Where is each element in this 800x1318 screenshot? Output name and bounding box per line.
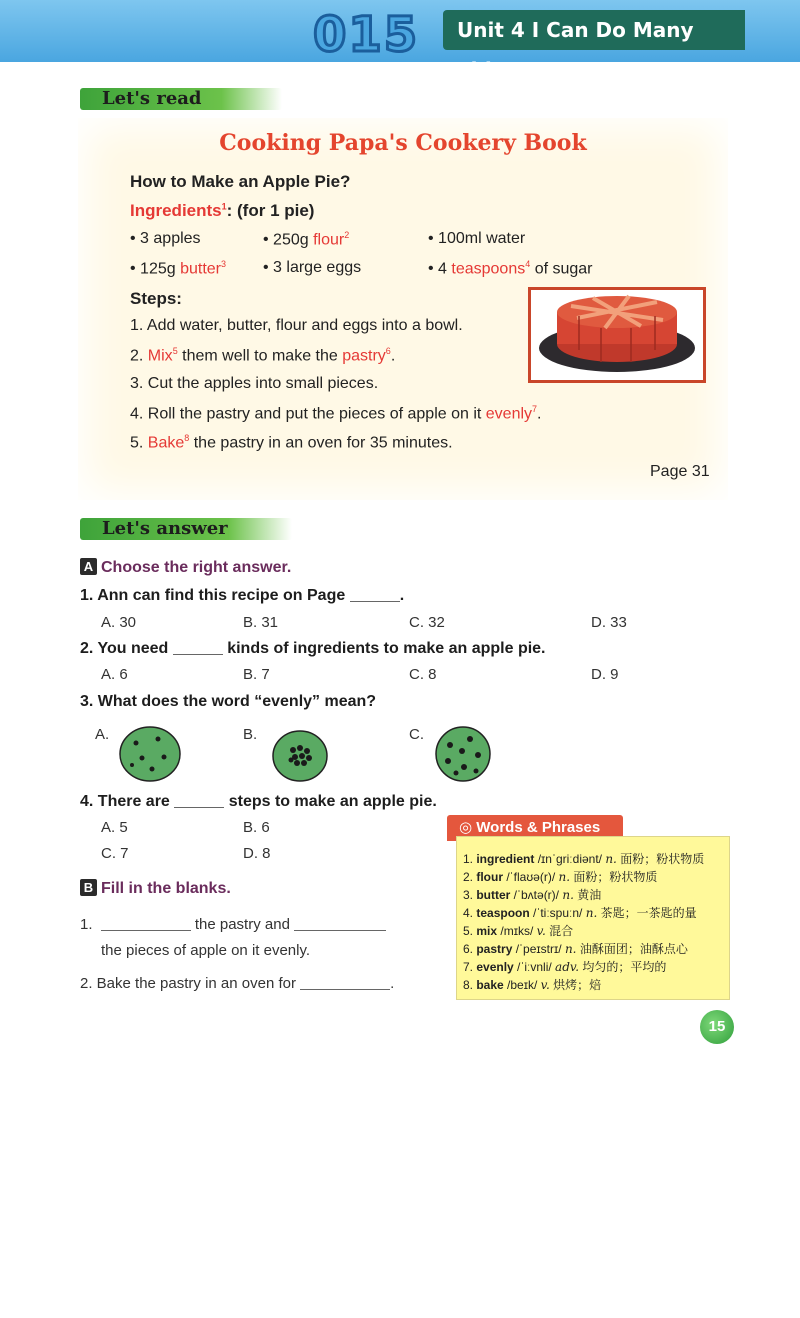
vocab-pos: n. [585, 906, 598, 920]
vocab-ipa: /mɪks/ [497, 924, 537, 938]
option-a[interactable]: A. 5 [101, 819, 128, 836]
answer-blank[interactable] [173, 654, 223, 655]
ingredients-label: Ingredients [130, 201, 222, 220]
apple-pie-picture [528, 287, 706, 383]
vocab-pos: v. [540, 978, 550, 992]
part-a-heading [80, 558, 291, 577]
option-d[interactable]: D. 9 [591, 666, 619, 683]
step-text: 2. [130, 347, 148, 365]
vocab-num: 6. [463, 942, 477, 956]
page-code: 015 [313, 7, 420, 63]
step-text: 4. Roll the pastry and put the pieces of apple on it [130, 405, 486, 423]
option-b[interactable]: B. 6 [243, 819, 270, 836]
vocab-meaning: 烘烤；焙 [549, 978, 602, 992]
footnote-3: 3 [221, 259, 227, 269]
vocab-meaning: 面粉；粉状物质 [616, 852, 705, 866]
vocab-word: teaspoon [476, 906, 530, 920]
step-3 [130, 375, 378, 393]
part-b-title: Fill in the blanks. [101, 880, 231, 897]
vocab-item [463, 958, 666, 975]
part-a-letter: A [80, 558, 97, 575]
vocab-item [463, 850, 704, 867]
vocab-word: mix [476, 924, 498, 938]
step-5 [130, 433, 453, 452]
footnote-6: 6 [385, 346, 391, 356]
fill-blank-2 [80, 975, 394, 992]
part-a-title: Choose the right answer. [101, 559, 292, 576]
vocab-pos: v. [536, 924, 546, 938]
option-a[interactable]: A. [95, 726, 110, 743]
vocab-meaning: 均匀的；平均的 [579, 960, 667, 974]
part-b-letter: B [80, 879, 97, 896]
vocab-ipa: /ˈiːvnli/ [513, 960, 556, 974]
question-3: 3. What does the word “evenly” mean? [80, 693, 377, 710]
question-text: . [399, 587, 405, 604]
option-b[interactable]: B. 31 [243, 614, 279, 631]
vocab-item [463, 868, 657, 885]
vocab-num: 8. [463, 978, 477, 992]
vocab-word: bake [476, 978, 504, 992]
vocab-pos: adv. [555, 960, 580, 974]
ingredient-key-word: flour [313, 231, 345, 249]
option-c[interactable]: C. 7 [101, 845, 129, 862]
option-d[interactable]: D. 33 [591, 614, 627, 631]
vocab-meaning: 黄油 [573, 888, 602, 902]
vocab-pos: n. [605, 852, 617, 866]
question-text: steps to make an apple pie. [224, 793, 437, 810]
fill-text: the pastry and [190, 916, 295, 933]
footnote-1: 1 [221, 201, 227, 212]
ingredient-key-word: teaspoons [451, 260, 526, 278]
option-d[interactable]: D. 8 [243, 845, 271, 862]
ingredient-text: 4 [438, 260, 452, 278]
part-b-heading [80, 879, 231, 898]
vocab-word: pastry [476, 942, 513, 956]
vocab-ipa: /ˈflaʊə(r)/ [503, 870, 559, 884]
unit-title: Unit 4 I Can Do Many Things [443, 10, 745, 50]
vocab-pos: n. [562, 888, 574, 902]
vocab-meaning: 面粉；粉状物质 [570, 870, 658, 884]
step-2 [130, 346, 395, 365]
vocab-item [463, 940, 688, 957]
ingredient-text: 3 large eggs [273, 259, 362, 276]
footnote-8: 8 [184, 433, 190, 443]
words-phrases-title: Words & Phrases [476, 819, 601, 836]
recipe-title: Cooking Papa's Cookery Book [219, 130, 587, 156]
ingredient-text: 250g [273, 231, 314, 249]
vocab-meaning: 茶匙；一茶匙的量 [597, 906, 697, 920]
recipe-question: How to Make an Apple Pie? [130, 172, 351, 191]
option-a[interactable]: A. 30 [101, 614, 137, 631]
step-text: them well to make the [177, 347, 343, 365]
option-c[interactable]: C. 32 [409, 614, 445, 631]
question-text: 2. You need [80, 640, 173, 657]
option-c[interactable]: C. 8 [409, 666, 437, 683]
vocab-num: 2. [463, 870, 477, 884]
vocab-ipa: /ˈtiːspuːn/ [529, 906, 586, 920]
fill-blank-1 [80, 916, 386, 933]
lets-read-banner: Let's read [80, 88, 282, 110]
ingredients-suffix: : (for 1 pie) [226, 201, 315, 220]
step-text: . [537, 405, 542, 423]
vocab-item [463, 886, 601, 903]
ingredient-text: 100ml water [438, 230, 526, 247]
question-1 [80, 587, 404, 605]
cookie-scattered-dots-icon[interactable] [434, 725, 492, 783]
vocab-num: 4. [463, 906, 477, 920]
vocab-meaning: 混合 [545, 924, 574, 938]
vocab-ipa: /beɪk/ [503, 978, 541, 992]
vocab-ipa: /ɪnˈgriːdiənt/ [534, 852, 606, 866]
ingredient-item [428, 259, 593, 278]
vocab-pos: n. [558, 870, 571, 884]
step-key-word: evenly [485, 405, 533, 423]
vocab-item [463, 922, 573, 939]
option-a[interactable]: A. 6 [101, 666, 128, 683]
ingredient-item [130, 259, 226, 278]
question-text: kinds of ingredients to make an apple pie. [222, 640, 546, 657]
step-1 [130, 317, 463, 335]
step-text: 3. Cut the apples into small pieces. [130, 375, 379, 392]
option-c[interactable]: C. [409, 726, 424, 743]
step-key-word: Mix [147, 347, 173, 365]
option-b[interactable]: B. [243, 726, 258, 743]
vocab-ipa: /ˈbʌtə(r)/ [510, 888, 563, 902]
ingredient-text: of sugar [530, 260, 593, 278]
vocab-word: evenly [476, 960, 514, 974]
question-2 [80, 640, 546, 658]
answer-blank[interactable] [300, 989, 390, 990]
page-number: 15 [700, 1010, 734, 1044]
ingredient-item [428, 230, 525, 248]
ingredients-heading [130, 201, 314, 221]
double-circle-icon: ◎ [459, 819, 473, 836]
vocab-item [463, 976, 601, 993]
vocab-meaning: 油酥面团；油酥点心 [576, 942, 688, 956]
vocab-word: flour [476, 870, 504, 884]
vocab-item [463, 904, 697, 921]
footnote-5: 5 [172, 346, 178, 356]
question-text: 1. Ann can find this recipe on Page [80, 587, 350, 604]
step-4 [130, 404, 542, 423]
ingredient-text: 3 apples [140, 230, 201, 247]
item-number: 1. [80, 916, 93, 933]
footnote-4: 4 [525, 259, 531, 269]
vocab-word: ingredient [476, 852, 535, 866]
step-key-word: Bake [147, 434, 185, 452]
vocab-word: butter [476, 888, 511, 902]
ingredient-item [130, 230, 201, 248]
ingredient-text: 125g [140, 260, 181, 278]
step-text: 5. [130, 434, 148, 452]
apple-pie-illustration [531, 290, 703, 380]
fill-text: 2. Bake the pastry in an oven for [80, 975, 301, 992]
step-key-word: pastry [342, 347, 386, 365]
vocab-pos: n. [564, 942, 577, 956]
fill-blank-1-continued: the pieces of apple on it evenly. [101, 942, 311, 959]
option-b[interactable]: B. 7 [243, 666, 270, 683]
vocab-num: 7. [463, 960, 477, 974]
vocab-num: 1. [463, 852, 477, 866]
page-reference: Page 31 [650, 463, 710, 480]
step-text: . [390, 347, 396, 365]
fill-text: . [390, 975, 395, 992]
footnote-7: 7 [532, 404, 538, 414]
answer-blank[interactable] [294, 930, 386, 931]
answer-blank[interactable] [174, 807, 224, 808]
vocab-num: 5. [463, 924, 477, 938]
lets-answer-banner: Let's answer [80, 518, 292, 540]
step-text: the pastry in an oven for 35 minutes. [189, 434, 453, 452]
ingredient-key-word: butter [180, 260, 222, 278]
cookie-clustered-dots-icon[interactable] [271, 729, 329, 783]
ingredient-item [263, 230, 349, 249]
vocab-num: 3. [463, 888, 477, 902]
question-4 [80, 793, 437, 811]
steps-heading: Steps: [130, 289, 182, 308]
question-text: 4. There are [80, 793, 175, 810]
vocab-ipa: /ˈpeɪstrɪ/ [512, 942, 565, 956]
cookie-even-dots-icon[interactable] [118, 725, 182, 783]
footnote-2: 2 [344, 230, 350, 240]
step-text: 1. Add water, butter, flour and eggs into a bowl. [130, 317, 463, 334]
answer-blank[interactable] [350, 601, 400, 602]
answer-blank[interactable] [101, 930, 191, 931]
ingredient-item [263, 259, 361, 277]
